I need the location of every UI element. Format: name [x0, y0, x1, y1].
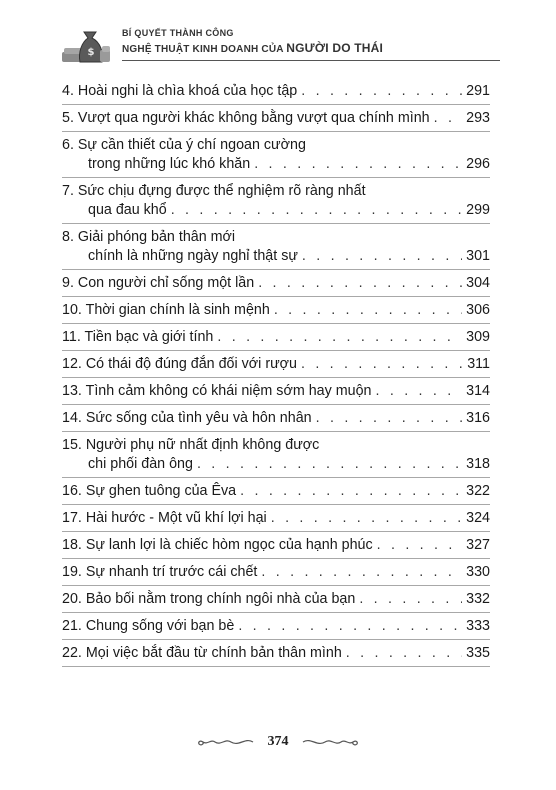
toc-page-number: 291 — [466, 83, 490, 99]
dot-leader — [197, 455, 462, 474]
toc-entry — [62, 351, 490, 378]
toc-page-number: 293 — [466, 110, 490, 126]
dot-leader — [301, 82, 462, 101]
dot-leader — [238, 617, 462, 636]
toc-entry-line — [62, 201, 490, 220]
dot-leader — [171, 201, 462, 220]
toc-entry-line — [62, 182, 490, 201]
toc-entry — [62, 297, 490, 324]
toc-entry-title: 6. Sự cần thiết của ý chí ngoan cường — [62, 137, 306, 153]
toc-entry-title: 9. Con người chỉ sống một lần — [62, 275, 255, 291]
svg-text:$: $ — [87, 47, 95, 58]
toc-page-number: 299 — [466, 202, 490, 218]
dot-leader — [346, 644, 462, 663]
toc-entry — [62, 559, 490, 586]
dot-leader — [434, 109, 463, 128]
toc-entry-line — [62, 136, 490, 155]
toc-page-number: 318 — [466, 456, 490, 472]
toc-entry-line — [62, 155, 490, 174]
toc-entry-title: 11. Tiền bạc và giới tính — [62, 329, 214, 345]
toc-entry — [62, 613, 490, 640]
toc-entry-line — [62, 82, 490, 101]
toc-entry-title: 21. Chung sống với bạn bè — [62, 618, 235, 634]
toc-entry-line — [62, 509, 490, 528]
toc-entry-line — [62, 301, 490, 320]
dot-leader — [377, 536, 463, 555]
toc-entry-title: qua đau khổ — [88, 202, 167, 218]
toc-page-number: 327 — [466, 537, 490, 553]
header-rule — [122, 60, 500, 61]
toc-entry-title: chính là những ngày nghỉ thật sự — [88, 248, 298, 264]
toc-page-number: 333 — [466, 618, 490, 634]
page-number: 374 — [267, 733, 289, 749]
toc-entry — [62, 78, 490, 105]
toc-page-number: 332 — [466, 591, 490, 607]
toc-entry-title: 13. Tình cảm không có khái niệm sớm hay muộn — [62, 383, 372, 399]
toc-page-number: 330 — [466, 564, 490, 580]
toc-entry-line — [62, 409, 490, 428]
dot-leader — [240, 482, 462, 501]
dot-leader — [316, 409, 463, 428]
toc-entry — [62, 105, 490, 132]
toc-entry — [62, 586, 490, 613]
toc-entry-line — [62, 382, 490, 401]
toc-page-number: 304 — [466, 275, 490, 291]
toc-entry — [62, 324, 490, 351]
toc-entry-line — [62, 228, 490, 247]
toc-entry-line — [62, 536, 490, 555]
toc-entry — [62, 505, 490, 532]
dot-leader — [302, 247, 462, 266]
toc-entry-line — [62, 247, 490, 266]
dot-leader — [261, 563, 462, 582]
toc-entry-line — [62, 274, 490, 293]
toc-entry-title: 4. Hoài nghi là chìa khoá của học tập — [62, 83, 298, 99]
toc-entry-title: 7. Sức chịu đựng được thể nghiệm rõ ràng nhất — [62, 183, 366, 199]
toc-page-number: 324 — [466, 510, 490, 526]
toc-entry-line — [62, 455, 490, 474]
toc-entry-title: 14. Sức sống của tình yêu và hôn nhân — [62, 410, 312, 426]
toc-entry-line — [62, 617, 490, 636]
toc-entry-title: 10. Thời gian chính là sinh mệnh — [62, 302, 270, 318]
dot-leader — [258, 274, 462, 293]
left-ornament-icon — [195, 735, 255, 749]
toc-entry-title: 18. Sự lanh lợi là chiếc hòm ngọc của hạnh phúc — [62, 537, 373, 553]
toc-entry — [62, 432, 490, 478]
toc-entry-title: 8. Giải phóng bản thân mới — [62, 229, 236, 245]
header-text — [122, 28, 383, 55]
toc-entry-line — [62, 482, 490, 501]
toc-entry — [62, 478, 490, 505]
toc-entry-title: 15. Người phụ nữ nhất định không được — [62, 437, 320, 453]
toc-entry — [62, 178, 490, 224]
money-bag-logo-icon — [60, 26, 112, 66]
toc-page-number: 322 — [466, 483, 490, 499]
dot-leader — [254, 155, 462, 174]
toc-entry — [62, 640, 490, 667]
toc-entry-line — [62, 328, 490, 347]
toc-page-number: 335 — [466, 645, 490, 661]
toc-entry-title: 19. Sự nhanh trí trước cái chết — [62, 564, 258, 580]
dot-leader — [376, 382, 463, 401]
toc-entry-title: 16. Sự ghen tuông của Êva — [62, 483, 237, 499]
table-of-contents — [62, 78, 490, 667]
toc-page-number: 296 — [466, 156, 490, 172]
toc-entry — [62, 405, 490, 432]
toc-entry-line — [62, 563, 490, 582]
toc-entry — [62, 532, 490, 559]
toc-page-number: 309 — [466, 329, 490, 345]
toc-entry-line — [62, 355, 490, 374]
toc-entry-title: 22. Mọi việc bắt đầu từ chính bản thân mình — [62, 645, 342, 661]
toc-page-number: 311 — [467, 356, 490, 372]
toc-page-number: 301 — [466, 248, 490, 264]
toc-entry-title: 17. Hài hước - Một vũ khí lợi hại — [62, 510, 267, 526]
running-header — [60, 20, 500, 70]
toc-entry-title: 5. Vượt qua người khác không bằng vượt qua chính mình — [62, 110, 430, 126]
dot-leader — [359, 590, 462, 609]
toc-entry-line — [62, 590, 490, 609]
toc-entry-line — [62, 436, 490, 455]
right-ornament-icon — [301, 735, 361, 749]
toc-entry — [62, 378, 490, 405]
toc-entry — [62, 132, 490, 178]
toc-page-number: 306 — [466, 302, 490, 318]
toc-entry-title: chi phối đàn ông — [88, 456, 193, 472]
toc-entry-line — [62, 109, 490, 128]
page-footer — [0, 733, 556, 751]
toc-entry-line — [62, 644, 490, 663]
toc-page-number: 316 — [466, 410, 490, 426]
toc-entry — [62, 224, 490, 270]
book-title: NGHỆ THUẬT KINH DOANH CỦA NGƯỜI DO THÁI — [122, 41, 384, 55]
toc-entry — [62, 270, 490, 297]
dot-leader — [217, 328, 462, 347]
dot-leader — [274, 301, 462, 320]
toc-entry-title: 12. Có thái độ đúng đắn đối với rượu — [62, 356, 297, 372]
toc-entry-title: trong những lúc khó khăn — [88, 156, 251, 172]
toc-entry-title: 20. Bảo bối nằm trong chính ngôi nhà của bạn — [62, 591, 356, 607]
toc-page-number: 314 — [466, 383, 490, 399]
series-title: BÍ QUYẾT THÀNH CÔNG — [122, 28, 234, 38]
dot-leader — [271, 509, 462, 528]
dot-leader — [301, 355, 463, 374]
